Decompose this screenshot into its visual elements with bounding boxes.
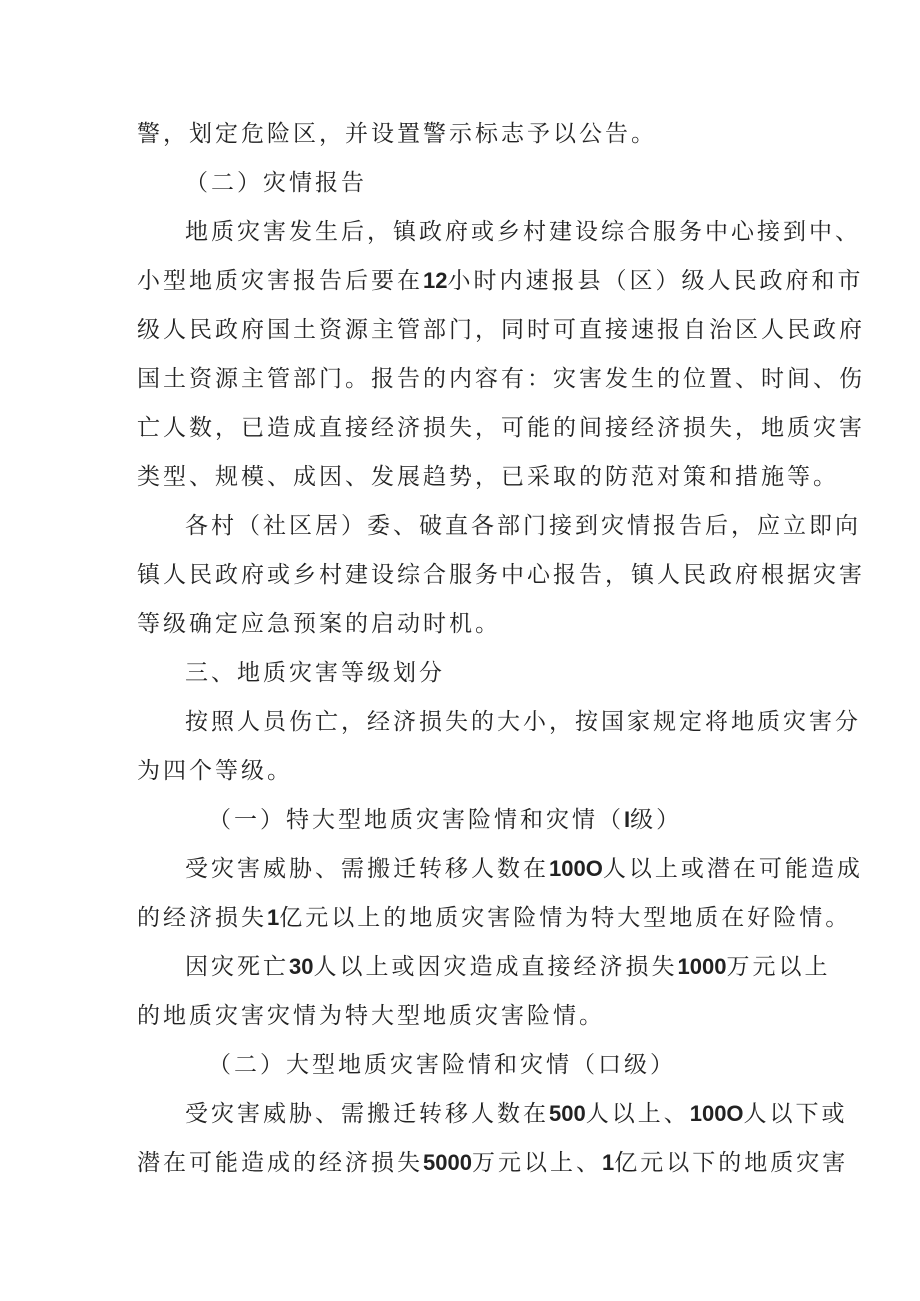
paragraph-line: 小型地质灾害报告后要在12小时内速报县（区）级人民政府和市 [137, 268, 864, 294]
subsection-heading: （二）大型地质灾害险情和灾情（口级） [208, 1052, 676, 1078]
paragraph-line: 级人民政府国土资源主管部门，同时可直接速报自治区人民政府 [137, 317, 865, 343]
paragraph-line: 为四个等级。 [137, 758, 293, 784]
paragraph-line: 按照人员伤亡，经济损失的大小，按国家规定将地质灾害分 [185, 709, 861, 735]
paragraph-line: 受灾害威胁、需搬迁转移人数在500人以上、100O人以下或 [185, 1101, 848, 1127]
subsection-heading: （一）特大型地质灾害险情和灾情（I级） [208, 807, 683, 833]
paragraph-line: 警，划定危险区，并设置警示标志予以公告。 [137, 121, 657, 147]
subsection-heading: （二）灾情报告 [185, 170, 367, 196]
paragraph-line: 地质灾害发生后，镇政府或乡村建设综合服务中心接到中、 [185, 219, 861, 245]
paragraph-line: 各村（社区居）委、破直各部门接到灾情报告后，应立即向 [185, 513, 861, 539]
paragraph-line: 因灾死亡30人以上或因灾造成直接经济损失1000万元以上 [185, 954, 831, 980]
paragraph-line: 的地质灾害灾情为特大型地质灾害险情。 [137, 1003, 605, 1029]
section-heading: 三、地质灾害等级划分 [185, 660, 445, 686]
paragraph-line: 潜在可能造成的经济损失5000万元以上、1亿元以下的地质灾害 [137, 1150, 849, 1176]
paragraph-line: 亡人数，已造成直接经济损失，可能的间接经济损失，地质灾害 [137, 415, 865, 441]
paragraph-line: 等级确定应急预案的启动时机。 [137, 611, 501, 637]
paragraph-line: 的经济损失1亿元以上的地质灾害险情为特大型地质在好险情。 [137, 905, 852, 931]
paragraph-line: 镇人民政府或乡村建设综合服务中心报告，镇人民政府根据灾害 [137, 562, 865, 588]
paragraph-line: 国土资源主管部门。报告的内容有：灾害发生的位置、时间、伤 [137, 366, 865, 392]
paragraph-line: 类型、规模、成因、发展趋势，已采取的防范对策和措施等。 [137, 464, 839, 490]
paragraph-line: 受灾害威胁、需搬迁转移人数在100O人以上或潜在可能造成 [185, 856, 863, 882]
